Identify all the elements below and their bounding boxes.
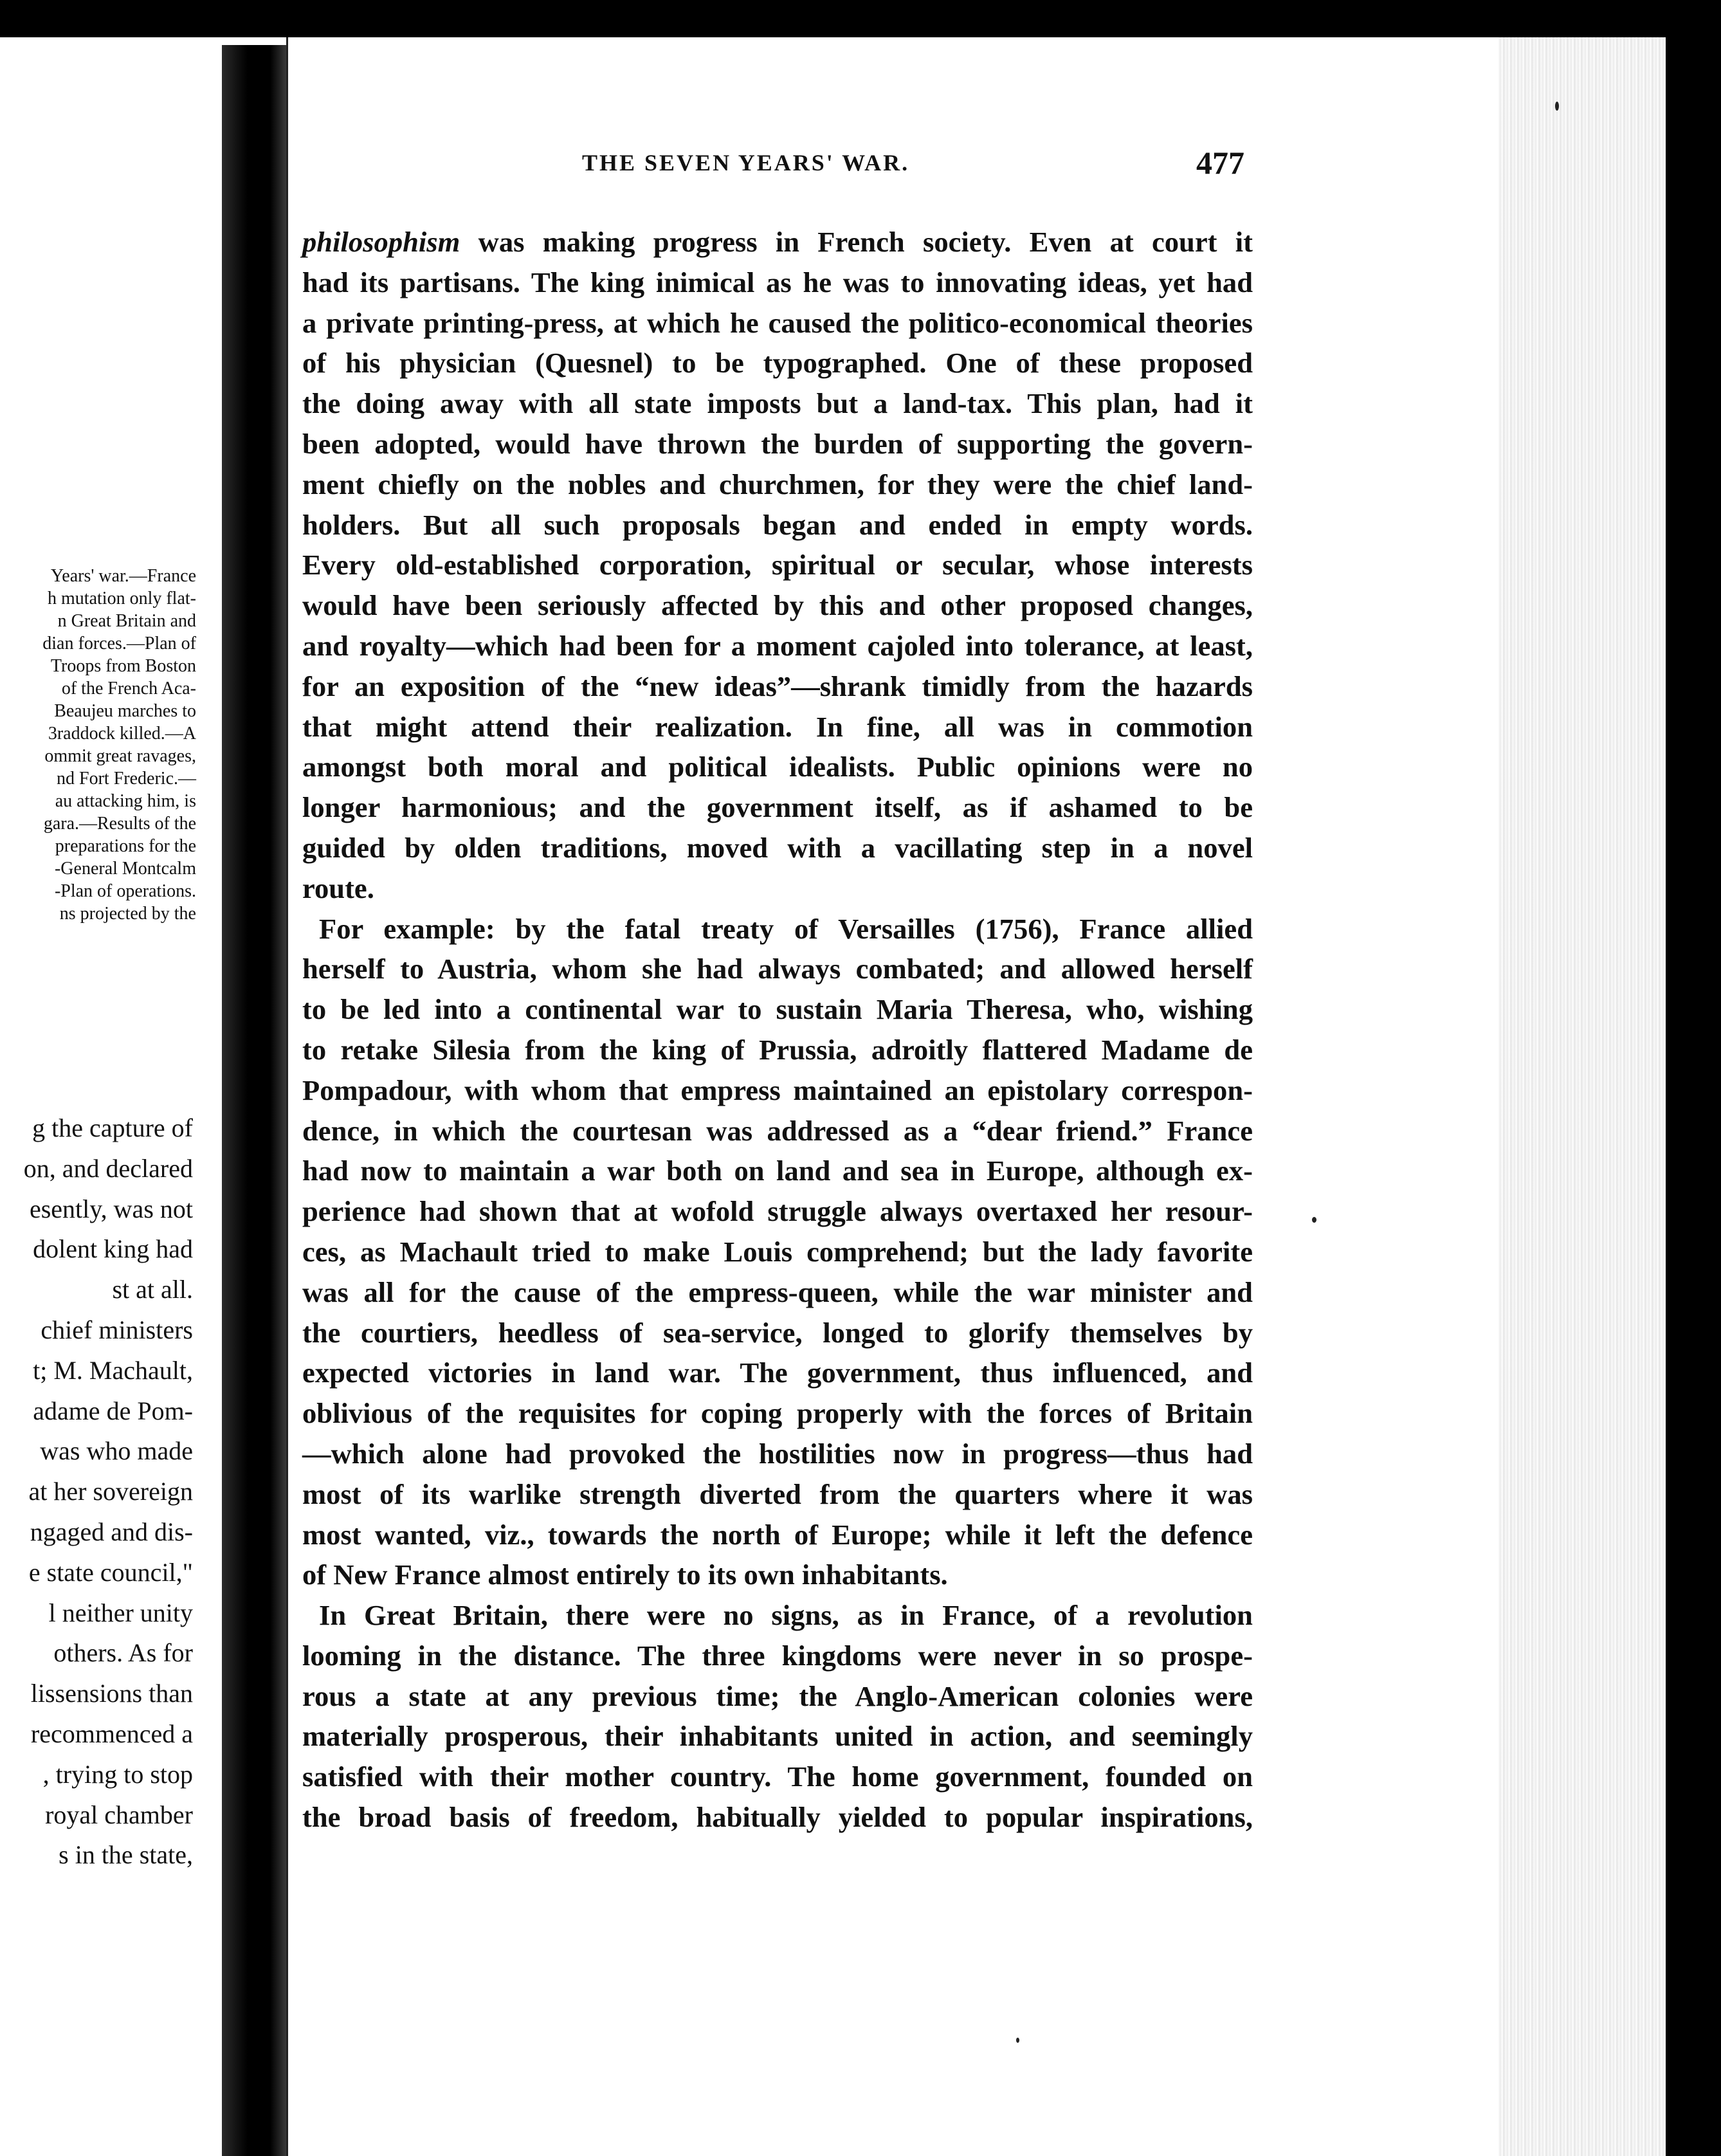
marginal-note-line: dian forces.—Plan of [42, 634, 196, 653]
body-text [302, 222, 1253, 1838]
scan-top-border [0, 0, 1721, 37]
speck-mark [1555, 102, 1559, 111]
body-text-line: most wanted, viz., towards the north of Europe; while it left the defence [302, 1518, 1253, 1551]
left-text-line: was who made [40, 1436, 193, 1466]
left-text-line: at her sovereign [28, 1477, 193, 1506]
left-text-line: on, and declared [23, 1153, 193, 1183]
left-text-line: , trying to stop [42, 1759, 193, 1789]
body-text-line: was all for the cause of the empress-queen, while the war minister and [302, 1275, 1253, 1308]
scan-right-border [1666, 37, 1721, 2156]
book-gutter-shadow [222, 45, 286, 2156]
marginal-note-line: ommit great ravages, [44, 746, 196, 766]
left-page [0, 37, 222, 2156]
body-text-line: looming in the distance. The three kingdoms were never in so prospe- [302, 1639, 1253, 1672]
body-text-line: and royalty—which had been for a moment cajoled into tolerance, at least, [302, 629, 1253, 662]
body-text-line: a private printing-press, at which he caused the politico-economical theories [302, 306, 1253, 339]
body-text-line: the courtiers, heedless of sea-service, longed to glorify themselves by [302, 1316, 1253, 1349]
marginal-note-line: preparations for the [55, 836, 196, 856]
page-number: 477 [1196, 145, 1244, 181]
marginal-note-line: Troops from Boston [50, 656, 196, 676]
body-text-line: of his physician (Quesnel) to be typographed. One of these proposed [302, 347, 1253, 379]
left-text-line: chief ministers [41, 1315, 193, 1344]
body-text-line: holders. But all such proposals began and ended in empty words. [302, 508, 1253, 541]
body-text-line: had now to maintain a war both on land and sea in Europe, although ex- [302, 1155, 1253, 1187]
body-text-line: route. [302, 872, 374, 904]
marginal-note-line: 3raddock killed.—A [48, 724, 196, 744]
marginal-note-line: gara.—Results of the [43, 814, 196, 834]
body-text-line: rous a state at any previous time; the Anglo-American colonies were [302, 1679, 1253, 1712]
body-text-line: the broad basis of freedom, habitually yielded to popular inspirations, [302, 1801, 1253, 1834]
running-header-title: THE SEVEN YEARS' WAR. [582, 150, 910, 176]
body-text-line: to be led into a continental war to sustain Maria Theresa, who, wishing [302, 993, 1253, 1026]
body-text-line: to retake Silesia from the king of Prussia, adroitly flattered Madame de [302, 1033, 1253, 1066]
italic-word: philosophism [302, 226, 460, 258]
body-text-line: the doing away with all state imposts but a land-tax. This plan, had it [302, 387, 1253, 420]
left-text-line: royal chamber [45, 1800, 193, 1829]
marginal-note-line: nd Fort Frederic.— [57, 769, 196, 789]
body-text-line: expected victories in land war. The government, thus influenced, and [302, 1357, 1253, 1389]
left-text-line: t; M. Machault, [33, 1355, 193, 1385]
body-text-line: satisfied with their mother country. The home government, founded on [302, 1760, 1253, 1793]
left-text-line: g the capture of [32, 1113, 193, 1142]
marginal-note-line: -Plan of operations. [54, 881, 196, 901]
left-text-line: lissensions than [30, 1679, 193, 1708]
left-page-marginal-notes [0, 565, 196, 925]
marginal-note-line: n Great Britain and [57, 611, 196, 631]
marginal-note-line: -General Montcalm [54, 859, 196, 879]
body-text-line: most of its warlike strength diverted from the quarters where it was [302, 1477, 1253, 1510]
body-text-line: perience had shown that at wofold struggle always overtaxed her resour- [302, 1195, 1253, 1228]
body-text-line: would have been seriously affected by this and other proposed changes, [302, 589, 1253, 622]
body-text-line: dence, in which the courtesan was addressed as a “dear friend.” France [302, 1114, 1253, 1147]
page-edges [1498, 37, 1666, 2156]
marginal-note-line: h mutation only flat- [48, 589, 196, 608]
left-text-line: e state council," [28, 1557, 193, 1587]
body-text-line: philosophism was making progress in French society. Even at court it [302, 226, 1253, 258]
left-text-line: ngaged and dis- [30, 1517, 193, 1546]
body-text-line: ces, as Machault tried to make Louis comprehend; but the lady favorite [302, 1235, 1253, 1268]
body-text-line: amongst both moral and political idealists. Public opinions were no [302, 751, 1253, 783]
body-text-line: had its partisans. The king inimical as he was to innovating ideas, yet had [302, 266, 1253, 298]
left-text-line: others. As for [53, 1638, 193, 1668]
body-text-line: materially prosperous, their inhabitants united in action, and seemingly [302, 1720, 1253, 1753]
body-text-line: of New France almost entirely to its own inhabitants. [302, 1558, 948, 1591]
body-text-line: been adopted, would have thrown the burden of supporting the govern- [302, 427, 1253, 460]
body-text-line: ment chiefly on the nobles and churchmen, for they were the chief land- [302, 468, 1253, 500]
body-text-line: For example: by the fatal treaty of Versailles (1756), France allied [319, 912, 1253, 945]
body-text-line: for an exposition of the “new ideas”—shrank timidly from the hazards [302, 670, 1253, 702]
left-text-line: s in the state, [59, 1840, 193, 1870]
body-text-line: Pompadour, with whom that empress maintained an epistolary correspon- [302, 1073, 1253, 1106]
body-text-line: oblivious of the requisites for coping properly with the forces of Britain [302, 1397, 1253, 1430]
left-text-line: st at all. [112, 1275, 193, 1304]
marginal-note-line: ns projected by the [59, 904, 196, 924]
marginal-note-line: Years' war.—France [50, 566, 196, 586]
body-text-line: longer harmonious; and the government itself, as if ashamed to be [302, 791, 1253, 824]
left-text-line: l neither unity [48, 1598, 193, 1627]
body-text-line: herself to Austria, whom she had always combated; and allowed herself [302, 953, 1253, 985]
body-text-line: Every old-established corporation, spiritual or secular, whose interests [302, 549, 1253, 581]
left-page-text [0, 1108, 193, 1876]
left-text-line: esently, was not [29, 1194, 193, 1223]
body-text-line: In Great Britain, there were no signs, as in France, of a revolution [319, 1599, 1253, 1632]
speck-mark [1016, 2038, 1019, 2043]
body-text-line: that might attend their realization. In fine, all was in commotion [302, 710, 1253, 743]
marginal-note-line: au attacking him, is [55, 791, 196, 811]
left-text-line: adame de Pom- [33, 1396, 193, 1425]
marginal-note-line: Beaujeu marches to [54, 701, 196, 721]
left-text-line: recommenced a [30, 1719, 193, 1748]
speck-mark [1312, 1217, 1316, 1223]
body-text-line: —which alone had provoked the hostilities now in progress—thus had [302, 1437, 1253, 1470]
left-text-line: dolent king had [33, 1234, 193, 1264]
body-text-line: guided by olden traditions, moved with a vacillating step in a novel [302, 831, 1253, 864]
marginal-note-line: of the French Aca- [61, 679, 196, 699]
